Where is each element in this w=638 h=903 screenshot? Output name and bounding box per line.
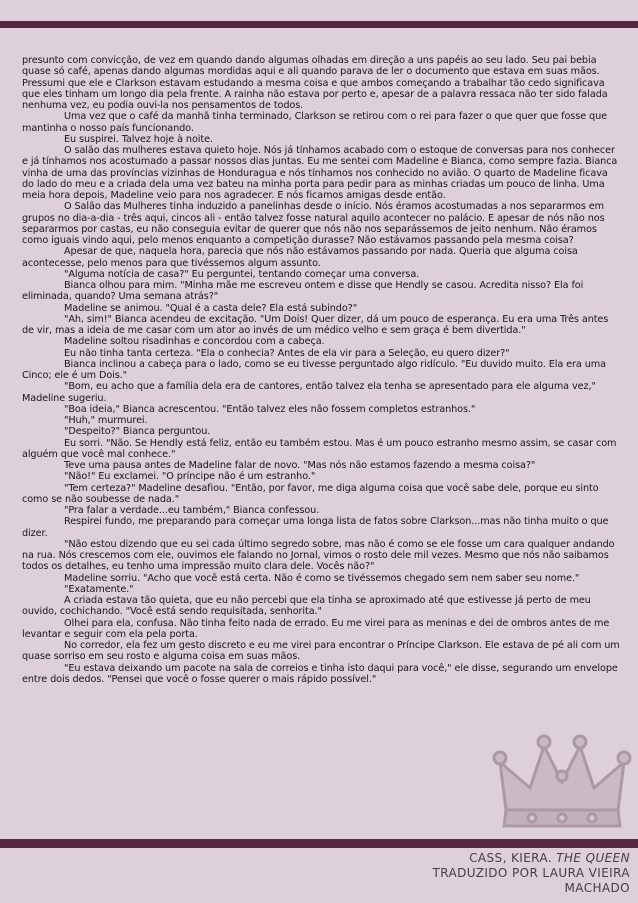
footer-author-line bbox=[390, 851, 630, 866]
footer-translator: TRADUZIDO POR LAURA VIEIRA MACHADO bbox=[432, 866, 630, 895]
paragraph: "Boa ideia," Bianca acrescentou. "Então talvez eles não fossem completos estranhos." bbox=[64, 403, 476, 415]
paragraph: Eu sorri. "Não. Se Hendly está feliz, então eu também estou. Mas é um pouco estranho mesmo assim, se casar com alguém que você mal conhece." bbox=[22, 437, 617, 460]
paragraph: "Tem certeza?" Madeline desafiou. "Então, por favor, me diga alguma coisa que você sabe dele, porque eu sinto como se não soubesse de nada." bbox=[22, 482, 599, 505]
paragraph: No corredor, ela fez um gesto discreto e eu me virei para encontrar o Príncipe Clarkson. Ele estava de pé ali com um quase sorriso em seu rosto e alguma coisa em suas mãos. bbox=[22, 640, 620, 663]
paragraph: Olhei para ela, confusa. Não tinha feito nada de errado. Eu me virei para as meninas e dei de ombros antes de me levantar e seguir com ela pela porta. bbox=[22, 617, 610, 640]
paragraph: Eu não tinha tanta certeza. "Ela o conhecia? Antes de ela vir para a Seleção, eu quero dizer?" bbox=[64, 347, 510, 359]
paragraph: Bianca inclinou a cabeça para o lado, como se eu tivesse perguntado algo ridículo. "Eu duvido muito. Ela era uma Cinco; ele é um Dois." bbox=[22, 358, 606, 381]
paragraph: "Exatamente." bbox=[64, 583, 134, 595]
paragraph: O salão das mulheres estava quieto hoje. Nós já tínhamos acabado com o estoque de conversas para nos conhecer e já tínhamos nos acostumado a passar nossos dias juntas. Eu me sentei com Madeline e Bianca, como sempre fazia. Bianca vinha de uma das províncias vizinhas de Honduragua e nós tínhamos nos conhecido no avião. O quarto de Madeline ficava do lado do meu e a criada dela uma vez bateu na minha porta para pedir para as minhas criadas um pouco de linha. Uma meia hora depois, Madeline veio para nos agradecer. E nós ficamos amigas desde então. bbox=[22, 145, 618, 201]
paragraph: O Salão das Mulheres tinha induzido a panelinhas desde o início. Nós éramos acostumadas a nos separarmos em grupos no dia-a-dia - três aqui, cincos ali - então talvez fosse natural aquilo acontecer no palácio. E apesar de nós não nos separarmos por castas, eu não conseguia evitar de querer que nós não nos separássemos de jeito nenhum. Não éramos como iguais vindo aqui, pelo menos enquanto a competição durasse? Não estávamos passando pela mesma coisa? bbox=[22, 201, 605, 246]
paragraph: Madeline sorriu. "Acho que você está certa. Não é como se tivéssemos chegado sem nem saber seu nome." bbox=[64, 572, 580, 584]
paragraph: Eu suspirei. Talvez hoje à noite. bbox=[64, 133, 213, 145]
paragraph: "Não!" Eu exclamei. "O príncipe não é um estranho." bbox=[64, 471, 316, 483]
footer-author: CASS, KIERA. bbox=[469, 851, 553, 865]
bottom-divider-band bbox=[0, 839, 638, 848]
paragraph: presunto com convicção, de vez em quando dando algumas olhadas em direção a uns papéis ao seu lado. Seu pai bebia quase só café, apenas dando algumas mordidas aqui e ali quando parava de ler o documento que estava em suas mãos. Pressumi que ele e Clarkson estavam estudando a mesma coisa e que ambos começando a trabalhar tão cedo significava que eles tinham um longo dia pela frente. A rainha não estava por perto e, apesar de a palavra ressaca não ter sido falada nenhuma vez, eu podia ouvi-la nos pensamentos de todos. bbox=[22, 55, 608, 111]
top-divider-band bbox=[0, 21, 638, 28]
paragraph: Uma vez que o café da manhã tinha terminado, Clarkson se retirou com o rei para fazer o que quer que fosse que mantinha o nosso país funcionando. bbox=[22, 111, 607, 134]
paragraph: Madeline soltou risadinhas e concordou com a cabeça. bbox=[64, 336, 325, 348]
crown-icon bbox=[492, 732, 632, 836]
paragraph: "Eu estava deixando um pacote na sala de correios e tinha isto daqui para você," ele disse, segurando um envelope entre dois dedos. "Pensei que você o fosse querer o mais rápido possível." bbox=[22, 662, 618, 685]
paragraph: "Pra falar a verdade...eu também," Bianca confessou. bbox=[64, 505, 320, 516]
paragraph: A criada estava tão quieta, que eu não percebi que ela tinha se aproximado até que estivesse já perto de meu ouvido, cochichando. "Você está sendo requisitada, senhorita." bbox=[22, 595, 591, 618]
paragraph: "Bom, eu acho que a família dela era de cantores, então talvez ela tenha se apresentado para ele alguma vez," Madeline sugeriu. bbox=[22, 381, 596, 404]
footer-book-title: THE QUEEN bbox=[556, 851, 630, 865]
paragraph: "Ah, sim!" Bianca acendeu de excitação. "Um Dois! Quer dizer, dá um pouco de esperança. Eu era uma Três antes de vir, mas a ideia de me casar com um ator ao invés de um médico velho e sem graça é bem divertida." bbox=[22, 313, 609, 336]
paragraph: Bianca olhou para mim. "Minha mãe me escreveu ontem e disse que Hendly se casou. Acredita nisso? Ela foi eliminada, quando? Uma semana atrás?" bbox=[22, 280, 584, 303]
paragraph: Respirei fundo, me preparando para começar uma longa lista de fatos sobre Clarkson...mas não tinha muito o que dizer. bbox=[22, 516, 609, 539]
paragraph: "Huh," murmurei. bbox=[64, 415, 148, 426]
paragraph: Apesar de que, naquela hora, parecia que nós não estávamos passando por nada. Queria que alguma coisa acontecesse, pelo menos para que tivéssemos algum assunto. bbox=[22, 246, 578, 269]
paragraph: "Não estou dizendo que eu sei cada último segredo sobre, mas não é como se ele fosse um cara qualquer andando na rua. Nós crescemos com ele, ouvimos ele falando no Jornal, vimos o rosto dele mil vezes. Mesmo que nós não saibamos todos os detalhes, eu tenho uma impressão muito clara dele. Vocês não?" bbox=[22, 538, 615, 573]
paragraph: "Alguma notícia de casa?" Eu perguntei, tentando começar uma conversa. bbox=[64, 268, 420, 280]
paragraph: Teve uma pausa antes de Madeline falar de novo. "Mas nós não estamos fazendo a mesma coisa?" bbox=[64, 460, 536, 471]
paragraph: "Despeito?" Bianca perguntou. bbox=[64, 426, 211, 438]
paragraph: Madeline se animou. "Qual é a casta dele? Ela está subindo?" bbox=[64, 302, 358, 314]
book-page-text bbox=[22, 55, 622, 685]
footer-credits bbox=[390, 851, 630, 896]
